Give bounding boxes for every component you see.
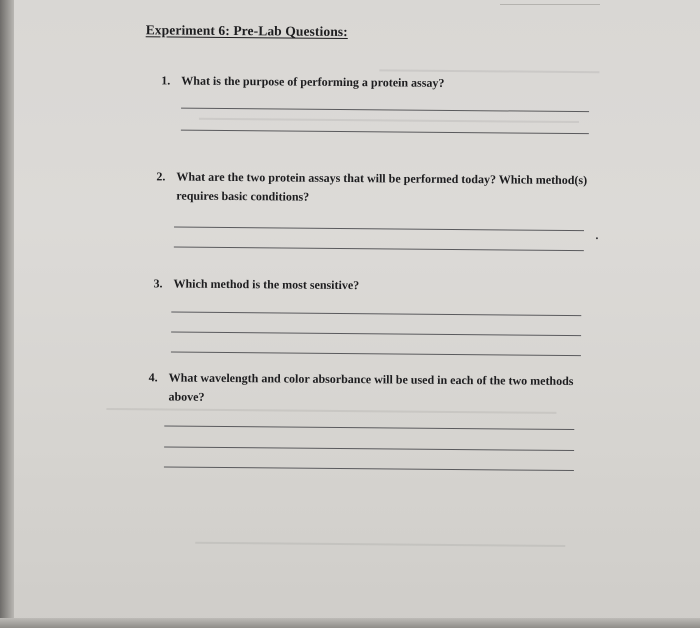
answer-line[interactable] — [171, 352, 581, 357]
stray-mark — [596, 237, 598, 239]
question-number: 3. — [153, 276, 163, 291]
page-title: Experiment 6: Pre-Lab Questions: — [145, 22, 348, 40]
page-bottom-edge — [0, 618, 700, 628]
answer-line[interactable] — [174, 227, 584, 232]
question-text-continued: above? — [168, 389, 205, 404]
question-number: 4. — [148, 370, 158, 385]
question-text-continued: requires basic conditions? — [176, 188, 310, 204]
question-text: Which method is the most sensitive? — [173, 276, 360, 293]
question-number: 2. — [156, 169, 166, 184]
bleed-through-mark — [199, 118, 579, 123]
answer-line[interactable] — [164, 425, 574, 430]
answer-line[interactable] — [171, 332, 581, 337]
answer-line[interactable] — [164, 466, 574, 471]
question-number: 1. — [161, 73, 171, 88]
answer-line[interactable] — [174, 247, 584, 252]
question-text: What are the two protein assays that will be performed today? Which method(s) — [176, 169, 588, 188]
question-text: What wavelength and color absorbance will be used in each of the two methods — [168, 370, 574, 389]
question-text: What is the purpose of performing a protein assay? — [181, 73, 445, 90]
answer-line[interactable] — [181, 130, 589, 135]
answer-line[interactable] — [181, 108, 589, 113]
bleed-through-mark — [106, 408, 556, 414]
answer-line[interactable] — [164, 446, 574, 451]
bleed-through-mark — [195, 542, 565, 547]
answer-line[interactable] — [171, 312, 581, 317]
